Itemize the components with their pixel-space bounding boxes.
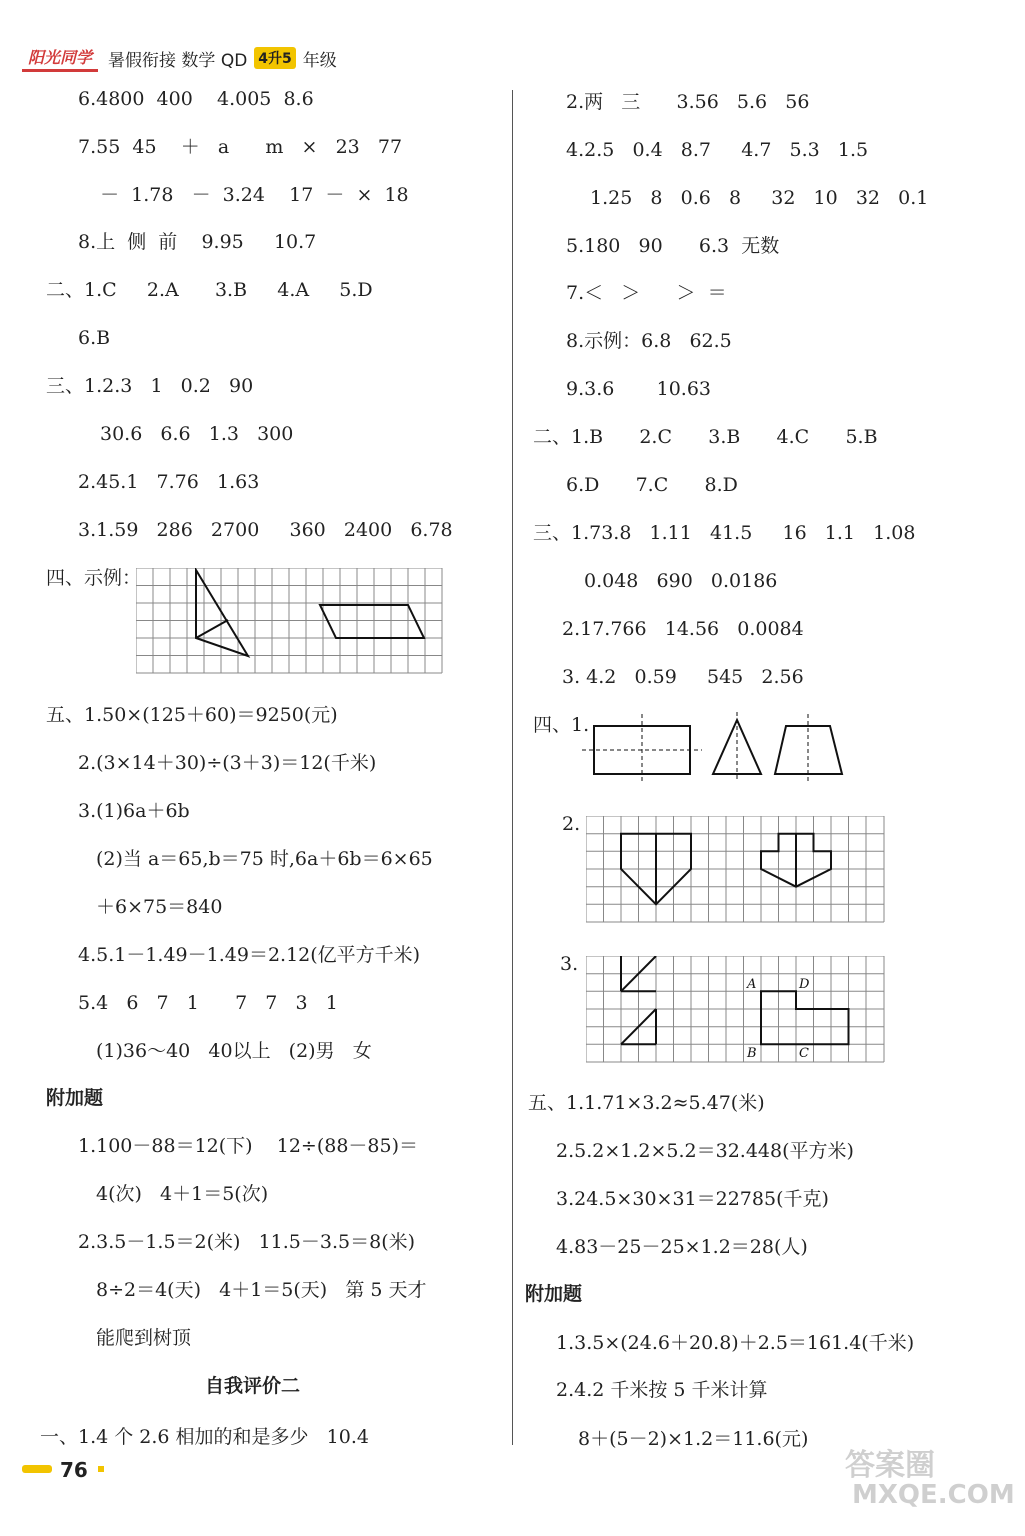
answer-line: (2)当 a＝65,b＝75 时,6a＋6b＝6×65: [96, 848, 433, 870]
answer-line: 五、1.50×(125＋60)＝9250(元): [46, 704, 338, 726]
answer-line: 7.＜ ＞ ＞ ＝: [566, 282, 727, 304]
point-label-c: C: [799, 1046, 809, 1061]
answer-line: 1.100－88＝12(下) 12÷(88－85)＝: [78, 1135, 419, 1157]
answer-line: 3.1.59 286 2700 360 2400 6.78: [78, 519, 453, 541]
page-number-bar: [22, 1465, 52, 1473]
answer-line: 5.180 90 6.3 无数: [566, 235, 780, 257]
answer-line: 五、1.1.71×3.2≈5.47(米): [528, 1092, 765, 1114]
answer-line: 4.5.1－1.49－1.49＝2.12(亿平方千米): [78, 944, 421, 966]
answer-line: 二、1.C 2.A 3.B 4.A 5.D: [46, 279, 373, 301]
answer-line: ＋6×75＝840: [96, 896, 223, 918]
point-label-b: B: [747, 1046, 757, 1061]
answer-line: 2.两 三 3.56 5.6 56: [566, 91, 810, 113]
answer-line: 1.25 8 0.6 8 32 10 32 0.1: [590, 187, 929, 209]
answer-line: (1)36～40 40以上 (2)男 女: [96, 1040, 372, 1062]
grid-figure-right-2: [586, 816, 886, 924]
section-title: 自我评价二: [205, 1375, 301, 1397]
answer-line: 二、1.B 2.C 3.B 4.C 5.B: [533, 426, 878, 448]
answer-line: 7.55 45 ＋ a m × 23 77: [78, 136, 403, 158]
answer-line: 3.24.5×30×31＝22785(千克): [556, 1188, 829, 1210]
answer-line: 一、1.4 个 2.6 相加的和是多少 10.4: [40, 1426, 369, 1448]
grid-figure-left: [136, 568, 444, 674]
answer-line: 1.3.5×(24.6＋20.8)＋2.5＝161.4(千米): [556, 1332, 915, 1354]
answer-line: 3. 4.2 0.59 545 2.56: [562, 666, 804, 688]
bonus-heading: 附加题: [525, 1283, 583, 1305]
answer-line: 2.: [562, 813, 581, 835]
answer-line: － 1.78 － 3.24 17 － × 18: [88, 184, 409, 206]
answer-line: 30.6 6.6 1.3 300: [100, 423, 294, 445]
answer-line: 4.2.5 0.4 8.7 4.7 5.3 1.5: [566, 139, 869, 161]
answer-line: 4.83－25－25×1.2＝28(人): [556, 1236, 808, 1258]
answer-line: 2.(3×14＋30)÷(3＋3)＝12(千米): [78, 752, 377, 774]
answer-line: 能爬到树顶: [96, 1327, 192, 1349]
answer-line: 9.3.6 10.63: [566, 378, 712, 400]
section-label: 四、1.: [533, 714, 590, 736]
column-divider: [512, 90, 513, 1445]
page-number: 76: [60, 1458, 88, 1482]
grid-figure-right-3: [586, 956, 886, 1064]
answer-line: 6.D 7.C 8.D: [566, 474, 738, 496]
answer-line: 6.4800 400 4.005 8.6: [78, 88, 314, 110]
answer-line: 2.17.766 14.56 0.0084: [562, 618, 804, 640]
answer-line: 2.45.1 7.76 1.63: [78, 471, 260, 493]
answer-line: 2.3.5－1.5＝2(米) 11.5－3.5＝8(米): [78, 1231, 416, 1253]
symmetry-shapes: [580, 712, 850, 782]
watermark-url: MXQE.COM: [852, 1480, 1015, 1510]
answer-line: 8÷2＝4(天) 4＋1＝5(天) 第 5 天才: [96, 1279, 427, 1301]
answer-line: 2.4.2 千米按 5 千米计算: [556, 1379, 768, 1401]
answer-line: 5.4 6 7 1 7 7 3 1: [78, 992, 338, 1014]
bonus-heading: 附加题: [46, 1087, 104, 1109]
answer-line: 3.: [560, 953, 579, 975]
book-title: 暑假衔接 数学 QD: [108, 50, 248, 71]
answer-line: 8＋(5－2)×1.2＝11.6(元): [578, 1428, 809, 1450]
answer-line: 三、1.2.3 1 0.2 90: [46, 375, 254, 397]
page-number-dot: [98, 1466, 104, 1472]
answer-line: 三、1.73.8 1.11 41.5 16 1.1 1.08: [533, 522, 916, 544]
grade-badge: 4升5: [254, 47, 295, 69]
answer-line: 8.上 侧 前 9.95 10.7: [78, 231, 317, 253]
point-label-a: A: [747, 977, 757, 992]
page-header: [22, 45, 337, 71]
answer-line: 3.(1)6a＋6b: [78, 800, 190, 822]
watermark: 答案圈: [845, 1448, 935, 1483]
answer-line: 6.B: [78, 327, 111, 349]
section-label: 四、示例：: [46, 567, 142, 589]
grade-suffix: 年级: [302, 50, 337, 71]
point-label-d: D: [799, 977, 810, 992]
answer-line: 8.示例：6.8 62.5: [566, 330, 732, 352]
brand-logo: 阳光同学: [22, 45, 98, 72]
answer-line: 4(次) 4＋1＝5(次): [96, 1183, 269, 1205]
answer-line: 0.048 690 0.0186: [584, 570, 778, 592]
answer-line: 2.5.2×1.2×5.2＝32.448(平方米): [556, 1140, 854, 1162]
